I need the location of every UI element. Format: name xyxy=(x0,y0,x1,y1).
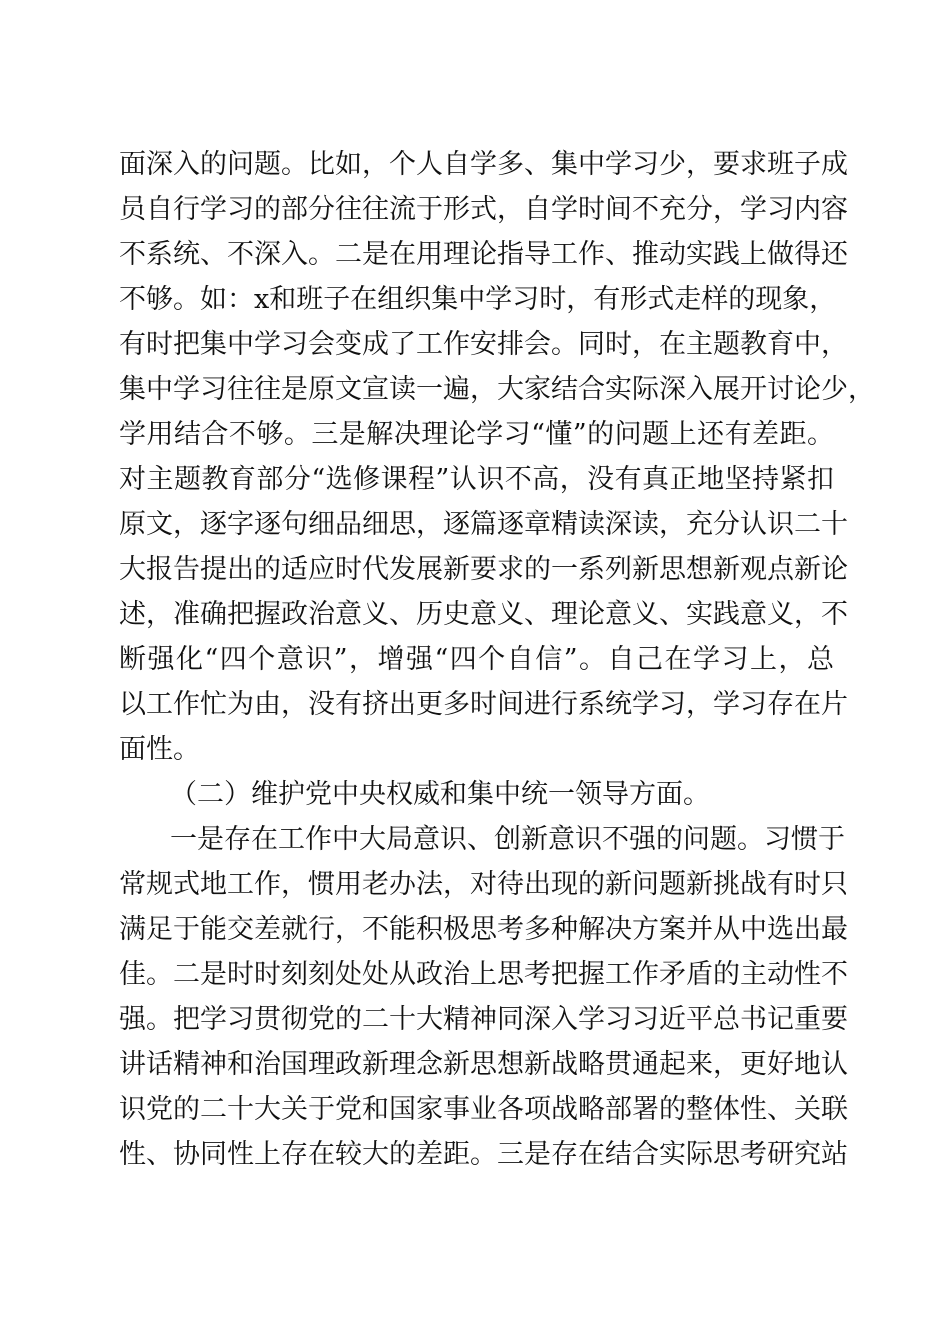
text-line: 学用结合不够。三是解决理论学习“懂”的问题上还有差距。 xyxy=(119,419,834,450)
text-line: 对主题教育部分“选修课程”认识不高，没有真正地坚持紧扣 xyxy=(119,464,834,495)
text-line: 断强化“四个意识”，增强“四个自信”。自己在学习上，总 xyxy=(119,644,834,675)
text-line: 常规式地工作，惯用老办法，对待出现的新问题新挑战有时只 xyxy=(119,869,848,900)
text-line: 不系统、不深入。二是在用理论指导工作、推动实践上做得还 xyxy=(119,239,848,270)
text-line: 面性。 xyxy=(119,734,200,765)
text-line: 述，准确把握政治意义、历史意义、理论意义、实践意义，不 xyxy=(119,599,848,630)
text-line: 以工作忙为由，没有挤出更多时间进行系统学习，学习存在片 xyxy=(119,689,848,720)
text-line: 强。把学习贯彻党的二十大精神同深入学习习近平总书记重要 xyxy=(119,1004,848,1035)
text-line: 有时把集中学习会变成了工作安排会。同时，在主题教育中， xyxy=(119,329,848,360)
text-line: 一是存在工作中大局意识、创新意识不强的问题。习惯于 xyxy=(170,824,845,855)
text-line: 性、协同性上存在较大的差距。三是存在结合实际思考研究站 xyxy=(119,1139,848,1170)
text-line: 不够。如：x和班子在组织集中学习时，有形式走样的现象， xyxy=(119,284,837,315)
text-line: 面深入的问题。比如，个人自学多、集中学习少，要求班子成 xyxy=(119,149,848,180)
text-line: 原文，逐字逐句细品细思，逐篇逐章精读深读，充分认识二十 xyxy=(119,509,848,540)
section-heading: （二）维护党中央权威和集中统一领导方面。 xyxy=(170,779,710,810)
text-line: 员自行学习的部分往往流于形式，自学时间不充分，学习内容 xyxy=(119,194,848,225)
text-line: 大报告提出的适应时代发展新要求的一系列新思想新观点新论 xyxy=(119,554,848,585)
text-line: 讲话精神和治国理政新理念新思想新战略贯通起来，更好地认 xyxy=(119,1049,848,1080)
text-line: 满足于能交差就行，不能积极思考多种解决方案并从中选出最 xyxy=(119,914,848,945)
text-line: 集中学习往往是原文宣读一遍，大家结合实际深入展开讨论少， xyxy=(119,374,875,405)
text-line: 佳。二是时时刻刻处处从政治上思考把握工作矛盾的主动性不 xyxy=(119,959,848,990)
text-line: 识党的二十大关于党和国家事业各项战略部署的整体性、关联 xyxy=(119,1094,848,1125)
